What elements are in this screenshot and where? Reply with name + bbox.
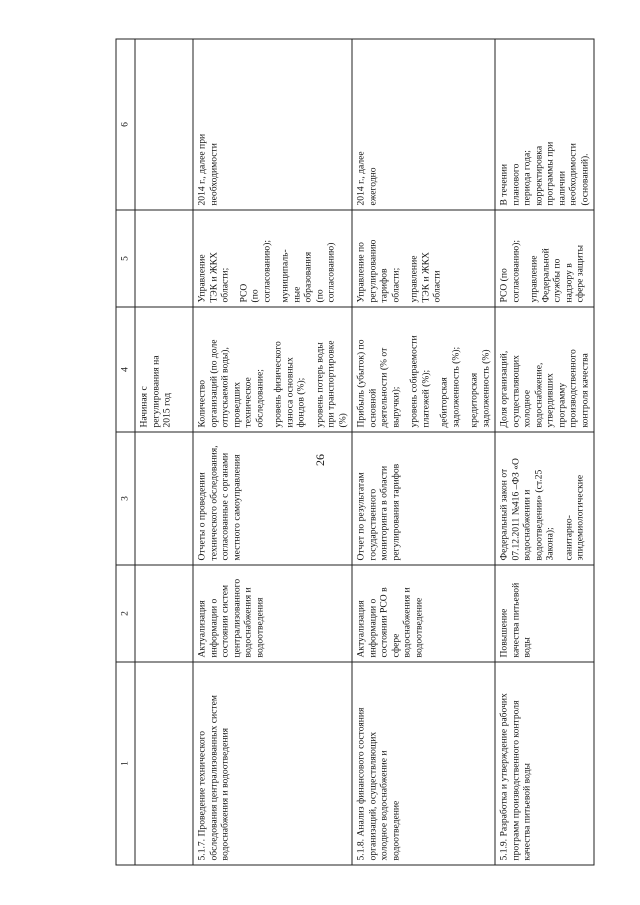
- table-cell: [495, 39, 594, 210]
- empty-cell: [135, 39, 193, 210]
- responsible-text: РСО (по согласованию);: [498, 239, 521, 303]
- table-cell: [135, 307, 193, 432]
- empty-cell: [135, 565, 193, 662]
- column-header: 1: [116, 662, 135, 865]
- table-cell: [352, 39, 495, 210]
- column-header: 4: [116, 307, 135, 432]
- column-header: 2: [116, 565, 135, 662]
- table-cell: [495, 307, 594, 432]
- table-cell: [495, 210, 594, 307]
- carryover-text: Начиная с регулирования на 2015 год: [138, 355, 173, 428]
- table-cell: [193, 210, 352, 307]
- responsible-text: Управление по регулированию тарифов области;: [355, 239, 401, 303]
- responsible-text: муниципаль- ные образования (по согласованию): [279, 242, 337, 303]
- table-cell: [352, 307, 495, 432]
- table-cell: [193, 307, 352, 432]
- table-cell: [193, 432, 352, 565]
- table-cell: [352, 565, 495, 662]
- responsible-text: Управление ТЭК и ЖКХ области;: [196, 252, 231, 303]
- table-cell: [495, 432, 594, 565]
- measures-table: [116, 39, 595, 866]
- measure-name: 5.1.9. Разработка и утверждение рабочих программ производственного контроля качества питьевой воды: [498, 693, 533, 861]
- carryover-row: [135, 39, 193, 865]
- indicator-text: кредиторская задолженность (%): [468, 349, 491, 428]
- deadline-text: В течении планового периода года; корректировка программы при наличии необходимости (оснований).: [498, 141, 590, 206]
- indicator-text: Количество организаций (по доле отпускаемой воды), проведших техническое обследование;: [196, 339, 265, 428]
- indicator-text: уровень физического износа основных фондов (%);: [272, 341, 307, 428]
- measure-result: Федеральный закон от 07.12.2011 №416 –ФЗ «О водоснабжении и водоотведении» (ст.25 Закона);: [498, 458, 556, 561]
- responsible-text: РСО (по согласованию);: [238, 239, 272, 303]
- measure-result: санитарно- эпидемиологические: [563, 474, 586, 561]
- table-row: [193, 39, 352, 865]
- indicator-text: уровень потерь воды при транспортировке (%): [314, 340, 348, 428]
- measure-result: Отчеты о проведении технического обследования, согласованные с органами местного самоуправления: [196, 445, 242, 561]
- deadline-text: 2014 г., далее ежегодно: [355, 151, 378, 206]
- empty-cell: [135, 432, 193, 565]
- measure-goal: Актуализация информации о состоянии систем централизованного водоснабжения и водоотведения: [196, 578, 265, 658]
- table-cell: [193, 662, 352, 865]
- indicator-text: Прибыль (убыток) по основной деятельности (% от выручки);: [355, 339, 401, 428]
- table-cell: [352, 432, 495, 565]
- rotated-table-container: [116, 40, 590, 866]
- responsible-text: управление ТЭК и ЖКХ области: [408, 252, 443, 303]
- table-row: [352, 39, 495, 865]
- column-header: 5: [116, 210, 135, 307]
- table-cell: [352, 662, 495, 865]
- deadline-text: 2014 г., далее при необходимости: [196, 133, 219, 206]
- measure-goal: Актуализация информации о состоянии РСО в сфере водоснабжения и водоотведение: [355, 587, 424, 658]
- empty-cell: [135, 662, 193, 865]
- column-header: 3: [116, 432, 135, 565]
- empty-cell: [135, 210, 193, 307]
- table-row: [495, 39, 594, 865]
- measure-name: 5.1.8. Анализ финансового состояния организаций, осуществляющих холодное водоснабжение и водоотведение: [355, 707, 401, 861]
- table-cell: [495, 662, 594, 865]
- responsible-text: управление Федеральной службы по надзору в сфере защиты: [528, 244, 586, 303]
- indicator-text: дебиторская задолженность (%);: [438, 346, 461, 428]
- indicator-text: Доля организаций, осуществляющих холодное водоснабжение, утвердивших программу производственного контроля качества: [498, 349, 590, 428]
- table-cell: [193, 565, 352, 662]
- measure-name: 5.1.7. Проведение технического обследования централизованных систем водоснабжения и водоотведения: [196, 695, 231, 861]
- header-row: [116, 39, 135, 865]
- table-cell: [495, 565, 594, 662]
- measure-result: Отчет по результатам государственного мониторинга в области регулирования тарифов: [355, 463, 401, 561]
- measure-goal: Повышение качества питьевой воды: [498, 582, 533, 658]
- table-cell: [193, 39, 352, 210]
- indicator-text: уровень собираемости платежей (%);: [408, 335, 431, 428]
- page-number: 26: [313, 454, 327, 466]
- table-cell: [352, 210, 495, 307]
- column-header: 6: [116, 39, 135, 210]
